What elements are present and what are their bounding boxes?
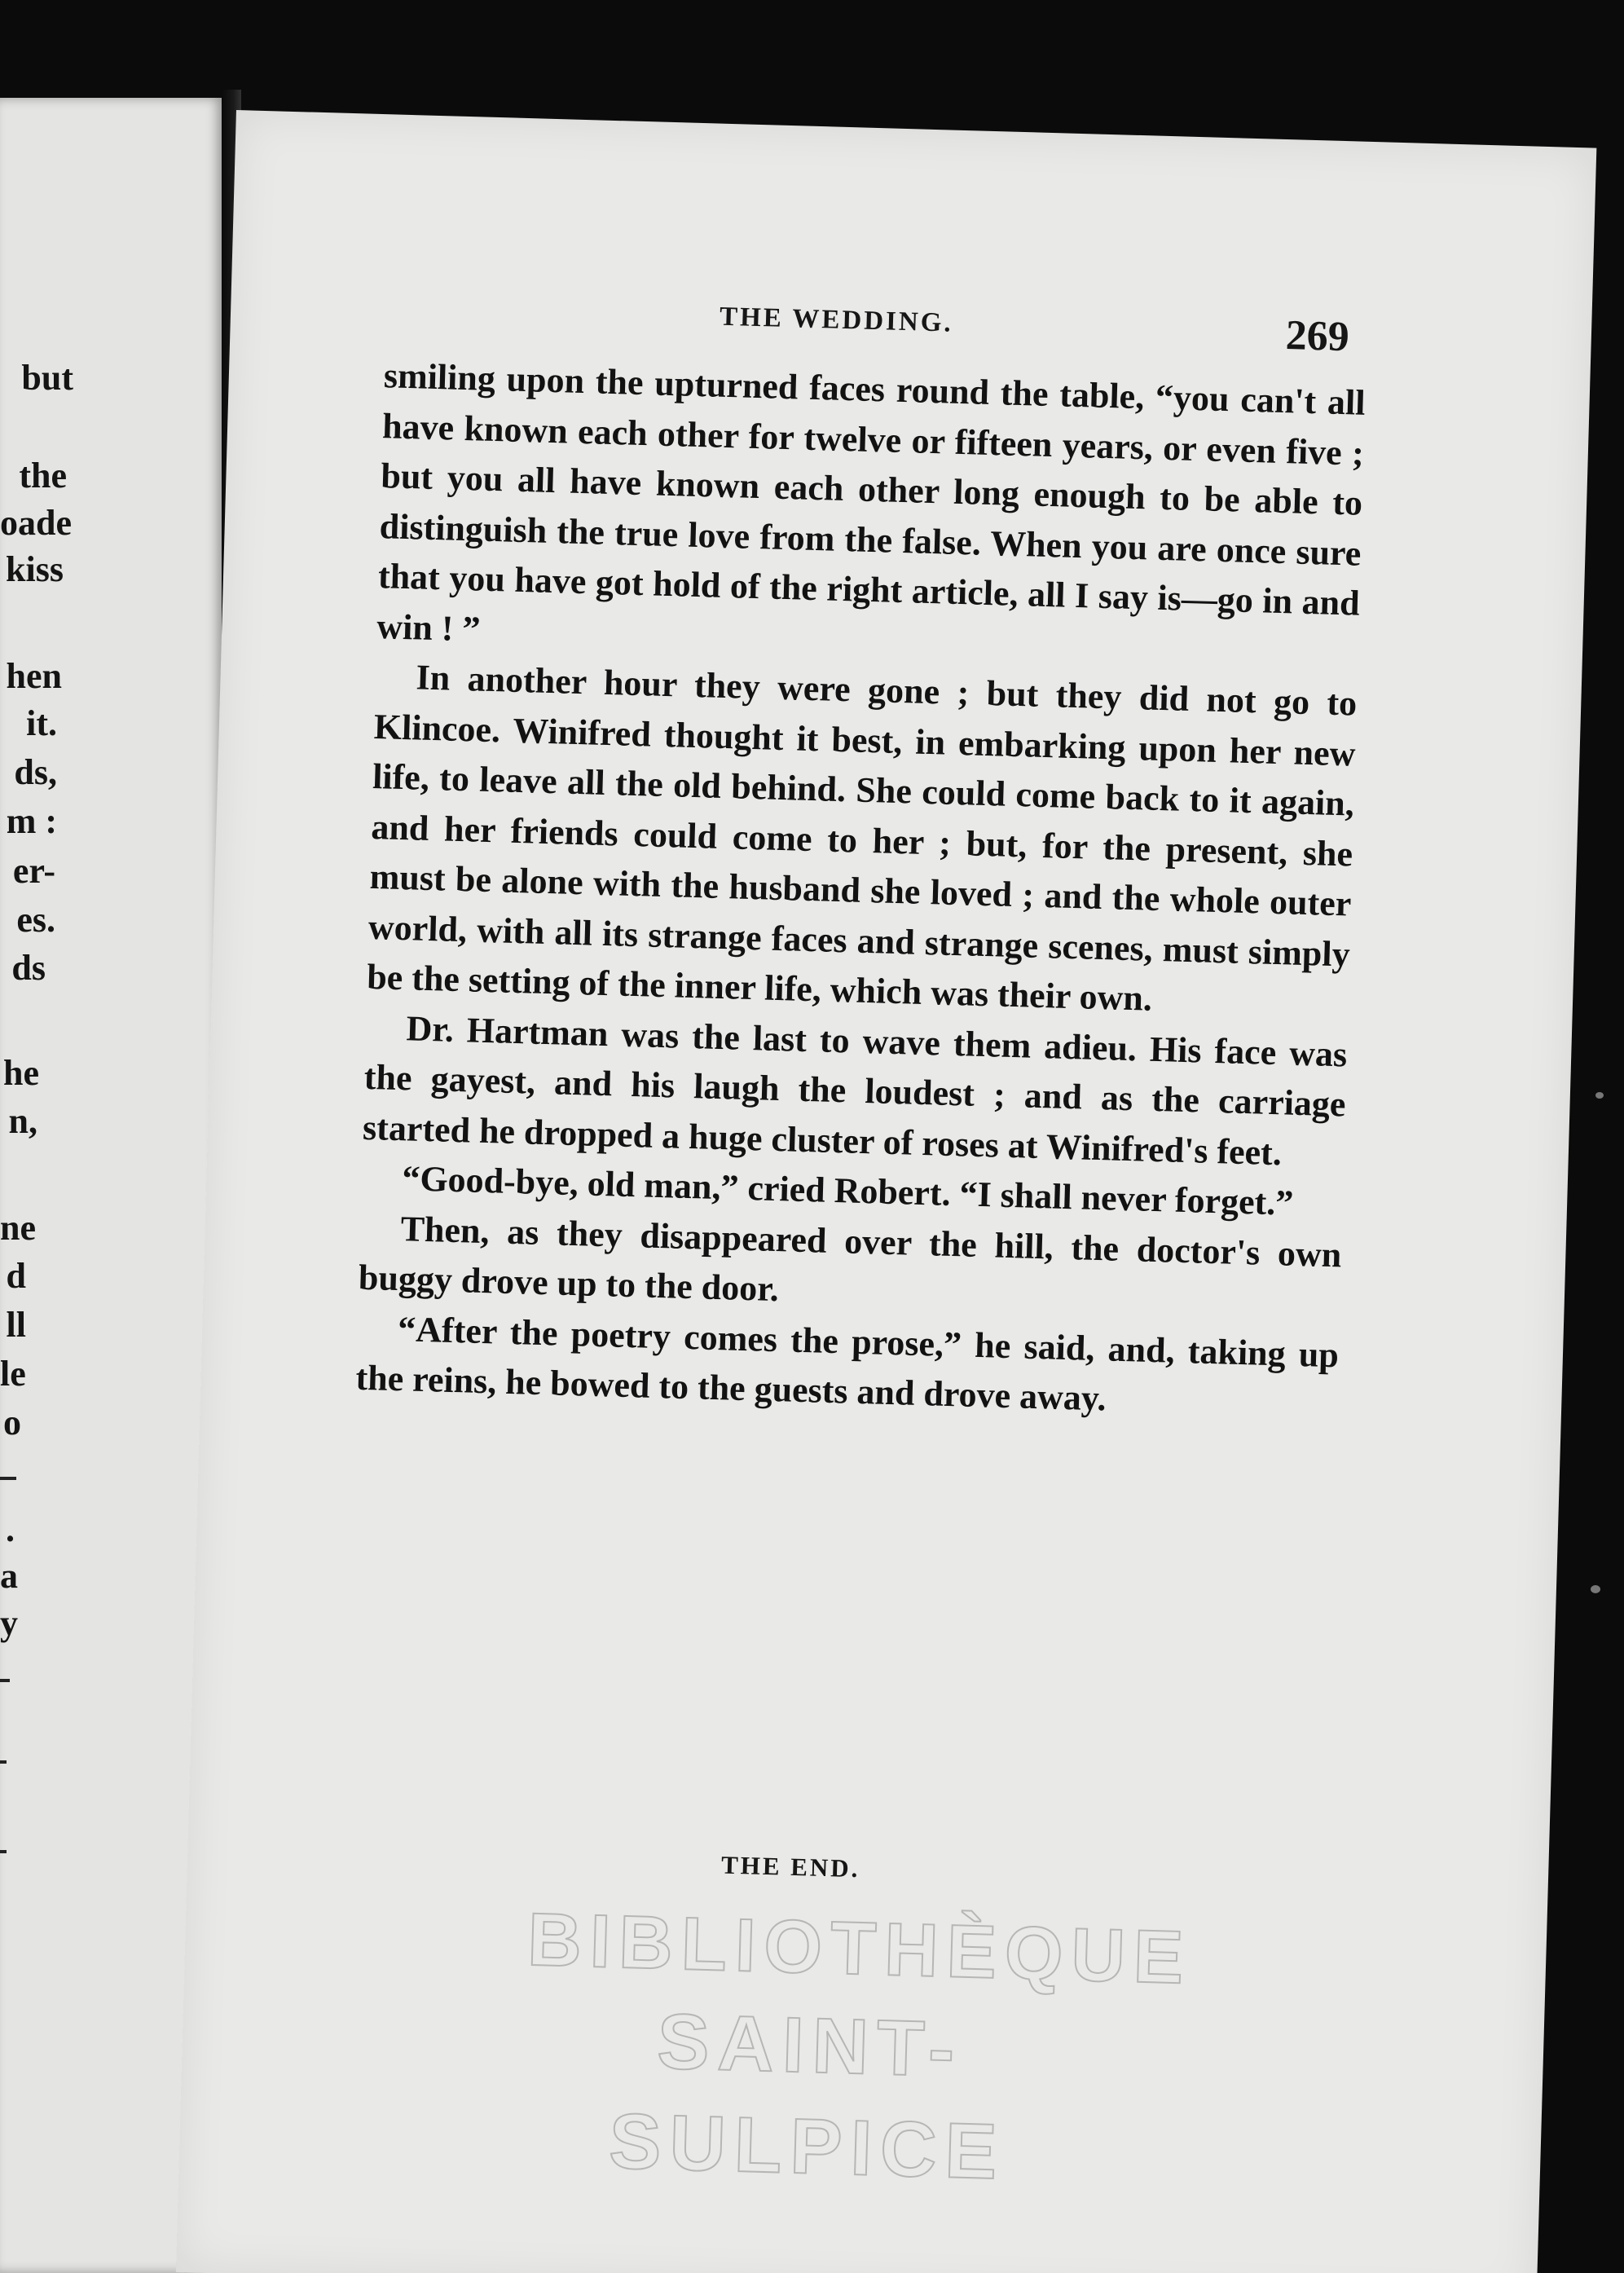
left-fragment: ne — [0, 1208, 36, 1248]
paragraph: “After the poetry comes the prose,” he said, and, taking up the reins, he bowed to the guests and drove away. — [354, 1308, 1340, 1419]
paragraph: In another hour they were gone ; but they did not go to Klincoe. Winifred thought it best, in embarking upon her new life, to leave all the old behind. She could come back to it again, and her friends could come to her ; but, for the present, she must be alone with the husband she loved ; and the whole outer world, with all its strange faces and strange scenes, must simply be the setting of the inner life, which was their own. — [366, 657, 1358, 1019]
library-perforation-stamp — [521, 1892, 1193, 2205]
left-fragment: er- — [12, 851, 55, 891]
left-fragment: he — [3, 1053, 39, 1093]
paragraph: Then, as they disappeared over the hill, the doctor's own buggy drove up to the door. — [358, 1208, 1342, 1310]
left-fragment: oade — [0, 503, 72, 543]
left-rule-mark — [0, 1760, 7, 1764]
left-fragment: hen — [6, 656, 62, 696]
body-text — [355, 350, 1367, 1430]
left-fragment: but — [21, 358, 73, 398]
left-rule-mark — [0, 1850, 7, 1853]
left-fragment: d — [6, 1256, 26, 1296]
left-fragment: n, — [8, 1101, 37, 1141]
left-fragment: o — [3, 1403, 21, 1443]
the-end-label: THE END. — [720, 1850, 860, 1883]
left-fragment: m : — [6, 801, 57, 841]
page-number: 269 — [1284, 312, 1350, 361]
left-fragment: ds — [11, 948, 46, 988]
left-fragment: ds, — [14, 752, 57, 792]
left-fragment: kiss — [6, 549, 64, 589]
left-fragment: es. — [16, 900, 55, 940]
paragraph: “Good-bye, old man,” cried Robert. “I shall never forget.” — [401, 1158, 1294, 1223]
book-page — [176, 110, 1596, 2273]
paragraph: Dr. Hartman was the last to wave them adieu. His face was the gayest, and his laugh the loudest ; and as the carriage started he dropped a huge cluster of roses at Winifred's feet. — [362, 1007, 1348, 1173]
left-fragment: y — [0, 1603, 18, 1643]
scan-speck — [1591, 1585, 1600, 1593]
stamp-line: BIBLIOTHÈQUE — [526, 1897, 1193, 2000]
left-fragment: a — [0, 1556, 18, 1596]
left-rule-mark — [0, 1679, 10, 1682]
left-fragment: le — [0, 1354, 26, 1394]
left-fragment: the — [19, 456, 67, 496]
scan-speck — [1595, 1092, 1604, 1099]
left-fragment: it. — [26, 703, 57, 743]
left-fragment: ll — [6, 1305, 26, 1345]
running-title: THE WEDDING. — [719, 302, 954, 338]
stamp-line: SAINT-SULPICE — [608, 1998, 1006, 2196]
left-rule-mark — [0, 1477, 16, 1480]
left-fragment: . — [6, 1509, 15, 1549]
paragraph: smiling upon the upturned faces round the table, “you can't all have known each other for twelve or fifteen years, or even five ; but you all have known each other long enough to be able to distinguish the true love from the false. When you are once sure that you have got hold of the right article, all I say is—go in and win ! ” — [376, 355, 1367, 650]
running-head — [231, 289, 1591, 361]
